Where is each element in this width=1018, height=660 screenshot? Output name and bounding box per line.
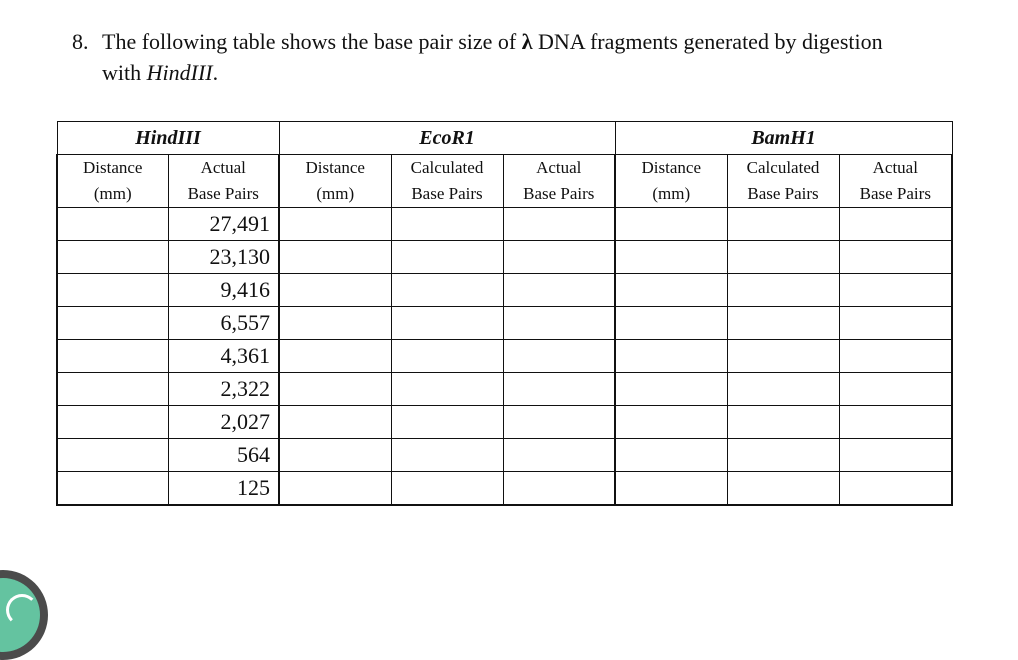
- ecor1-calculated-bp-cell[interactable]: [391, 439, 503, 472]
- bamh1-distance-cell[interactable]: [615, 373, 727, 406]
- bamh1-calculated-bp-cell[interactable]: [727, 472, 839, 506]
- bamh1-calculated-bp-cell[interactable]: [727, 241, 839, 274]
- subheader-bamh1-distance: [615, 155, 727, 208]
- hindiii-distance-cell[interactable]: [57, 208, 168, 241]
- group-header-bamh1: BamH1: [615, 122, 952, 155]
- subheader-line: Distance: [641, 158, 702, 177]
- subheader-hindiii-distance: [57, 155, 168, 208]
- ecor1-distance-cell[interactable]: [279, 340, 391, 373]
- ecor1-distance-cell[interactable]: [279, 241, 391, 274]
- subheader-line: Calculated: [410, 158, 484, 177]
- bamh1-calculated-bp-cell[interactable]: [727, 307, 839, 340]
- ecor1-distance-cell[interactable]: [279, 439, 391, 472]
- bamh1-actual-bp-cell[interactable]: [839, 208, 952, 241]
- bamh1-distance-cell[interactable]: [615, 439, 727, 472]
- bamh1-actual-bp-cell[interactable]: [839, 340, 952, 373]
- hindiii-actual-bp-cell: 564: [168, 439, 279, 472]
- subheader-line: (mm): [652, 184, 691, 203]
- subheader-row: [57, 155, 952, 208]
- table-row: [57, 373, 952, 406]
- subheader-ecor1-calculated: [391, 155, 503, 208]
- ecor1-calculated-bp-cell[interactable]: [391, 208, 503, 241]
- ecor1-actual-bp-cell[interactable]: [503, 208, 615, 241]
- subheader-line: Base Pairs: [187, 184, 259, 203]
- hindiii-distance-cell[interactable]: [57, 274, 168, 307]
- ecor1-calculated-bp-cell[interactable]: [391, 472, 503, 506]
- group-header-hindiii: HindIII: [57, 122, 279, 155]
- hindiii-actual-bp-cell: 125: [168, 472, 279, 506]
- bamh1-actual-bp-cell[interactable]: [839, 274, 952, 307]
- ecor1-calculated-bp-cell[interactable]: [391, 373, 503, 406]
- ecor1-actual-bp-cell[interactable]: [503, 241, 615, 274]
- bamh1-calculated-bp-cell[interactable]: [727, 373, 839, 406]
- bamh1-distance-cell[interactable]: [615, 307, 727, 340]
- subheader-ecor1-distance: [279, 155, 391, 208]
- subheader-bamh1-calculated: [727, 155, 839, 208]
- hindiii-distance-cell[interactable]: [57, 340, 168, 373]
- question-line-1: [72, 26, 972, 57]
- bamh1-actual-bp-cell[interactable]: [839, 472, 952, 506]
- table-row: [57, 208, 952, 241]
- subheader-line: Base Pairs: [859, 184, 931, 203]
- table-body: [57, 208, 952, 506]
- ecor1-actual-bp-cell[interactable]: [503, 472, 615, 506]
- table-row: [57, 439, 952, 472]
- question-enzyme-name: HindIII: [146, 60, 213, 85]
- bamh1-distance-cell[interactable]: [615, 406, 727, 439]
- table-row: [57, 406, 952, 439]
- hindiii-distance-cell[interactable]: [57, 472, 168, 506]
- bamh1-actual-bp-cell[interactable]: [839, 406, 952, 439]
- question-line2-prefix: with: [102, 60, 147, 85]
- bamh1-calculated-bp-cell[interactable]: [727, 406, 839, 439]
- subheader-line: Base Pairs: [747, 184, 819, 203]
- bamh1-distance-cell[interactable]: [615, 208, 727, 241]
- table-row: [57, 307, 952, 340]
- subheader-line: Base Pairs: [411, 184, 483, 203]
- ecor1-distance-cell[interactable]: [279, 472, 391, 506]
- ecor1-actual-bp-cell[interactable]: [503, 373, 615, 406]
- subheader-line: (mm): [93, 184, 132, 203]
- ecor1-actual-bp-cell[interactable]: [503, 307, 615, 340]
- bamh1-actual-bp-cell[interactable]: [839, 373, 952, 406]
- table-row: [57, 274, 952, 307]
- hindiii-distance-cell[interactable]: [57, 439, 168, 472]
- subheader-hindiii-actual: [168, 155, 279, 208]
- subheader-line: Distance: [305, 158, 365, 177]
- ecor1-actual-bp-cell[interactable]: [503, 439, 615, 472]
- hindiii-distance-cell[interactable]: [57, 241, 168, 274]
- ecor1-calculated-bp-cell[interactable]: [391, 307, 503, 340]
- hindiii-distance-cell[interactable]: [57, 406, 168, 439]
- group-header-row: [57, 122, 952, 155]
- bamh1-distance-cell[interactable]: [615, 340, 727, 373]
- hindiii-distance-cell[interactable]: [57, 307, 168, 340]
- hindiii-actual-bp-cell: 2,322: [168, 373, 279, 406]
- bamh1-calculated-bp-cell[interactable]: [727, 340, 839, 373]
- hindiii-distance-cell[interactable]: [57, 373, 168, 406]
- question-8: [72, 26, 972, 88]
- hindiii-actual-bp-cell: 23,130: [168, 241, 279, 274]
- refresh-icon: [6, 594, 38, 626]
- fragment-table: [56, 121, 953, 506]
- bamh1-actual-bp-cell[interactable]: [839, 241, 952, 274]
- subheader-line: Base Pairs: [523, 184, 595, 203]
- ecor1-calculated-bp-cell[interactable]: [391, 340, 503, 373]
- hindiii-actual-bp-cell: 4,361: [168, 340, 279, 373]
- bamh1-actual-bp-cell[interactable]: [839, 307, 952, 340]
- subheader-ecor1-actual: [503, 155, 615, 208]
- ecor1-calculated-bp-cell[interactable]: [391, 241, 503, 274]
- ecor1-distance-cell[interactable]: [279, 307, 391, 340]
- ecor1-actual-bp-cell[interactable]: [503, 406, 615, 439]
- hindiii-actual-bp-cell: 9,416: [168, 274, 279, 307]
- group-header-ecor1: EcoR1: [279, 122, 615, 155]
- bamh1-distance-cell[interactable]: [615, 274, 727, 307]
- question-text-part2: DNA fragments generated by digestion: [532, 29, 883, 54]
- ecor1-distance-cell[interactable]: [279, 208, 391, 241]
- ecor1-calculated-bp-cell[interactable]: [391, 274, 503, 307]
- bamh1-calculated-bp-cell[interactable]: [727, 274, 839, 307]
- subheader-line: Calculated: [746, 158, 820, 177]
- bamh1-calculated-bp-cell[interactable]: [727, 208, 839, 241]
- subheader-line: Actual: [872, 158, 918, 177]
- subheader-line: (mm): [316, 184, 355, 203]
- table-row: [57, 340, 952, 373]
- question-text-part1: The following table shows the base pair size of: [102, 29, 522, 54]
- bamh1-actual-bp-cell[interactable]: [839, 439, 952, 472]
- app-badge-inner: [0, 578, 40, 652]
- ecor1-actual-bp-cell[interactable]: [503, 274, 615, 307]
- ecor1-distance-cell[interactable]: [279, 406, 391, 439]
- lambda-symbol: λ: [521, 29, 533, 54]
- ecor1-distance-cell[interactable]: [279, 373, 391, 406]
- hindiii-actual-bp-cell: 2,027: [168, 406, 279, 439]
- bamh1-distance-cell[interactable]: [615, 472, 727, 506]
- question-line-2: [72, 57, 972, 88]
- subheader-line: Distance: [83, 158, 143, 177]
- subheader-line: Actual: [536, 158, 582, 177]
- subheader-line: Actual: [200, 158, 246, 177]
- ecor1-calculated-bp-cell[interactable]: [391, 406, 503, 439]
- hindiii-actual-bp-cell: 27,491: [168, 208, 279, 241]
- question-line2-suffix: .: [212, 60, 219, 85]
- bamh1-distance-cell[interactable]: [615, 241, 727, 274]
- ecor1-distance-cell[interactable]: [279, 274, 391, 307]
- hindiii-actual-bp-cell: 6,557: [168, 307, 279, 340]
- app-badge-icon[interactable]: [0, 570, 48, 660]
- question-number: 8.: [72, 29, 89, 54]
- subheader-bamh1-actual: [839, 155, 952, 208]
- bamh1-calculated-bp-cell[interactable]: [727, 439, 839, 472]
- table-row: [57, 241, 952, 274]
- ecor1-actual-bp-cell[interactable]: [503, 340, 615, 373]
- table-row: [57, 472, 952, 506]
